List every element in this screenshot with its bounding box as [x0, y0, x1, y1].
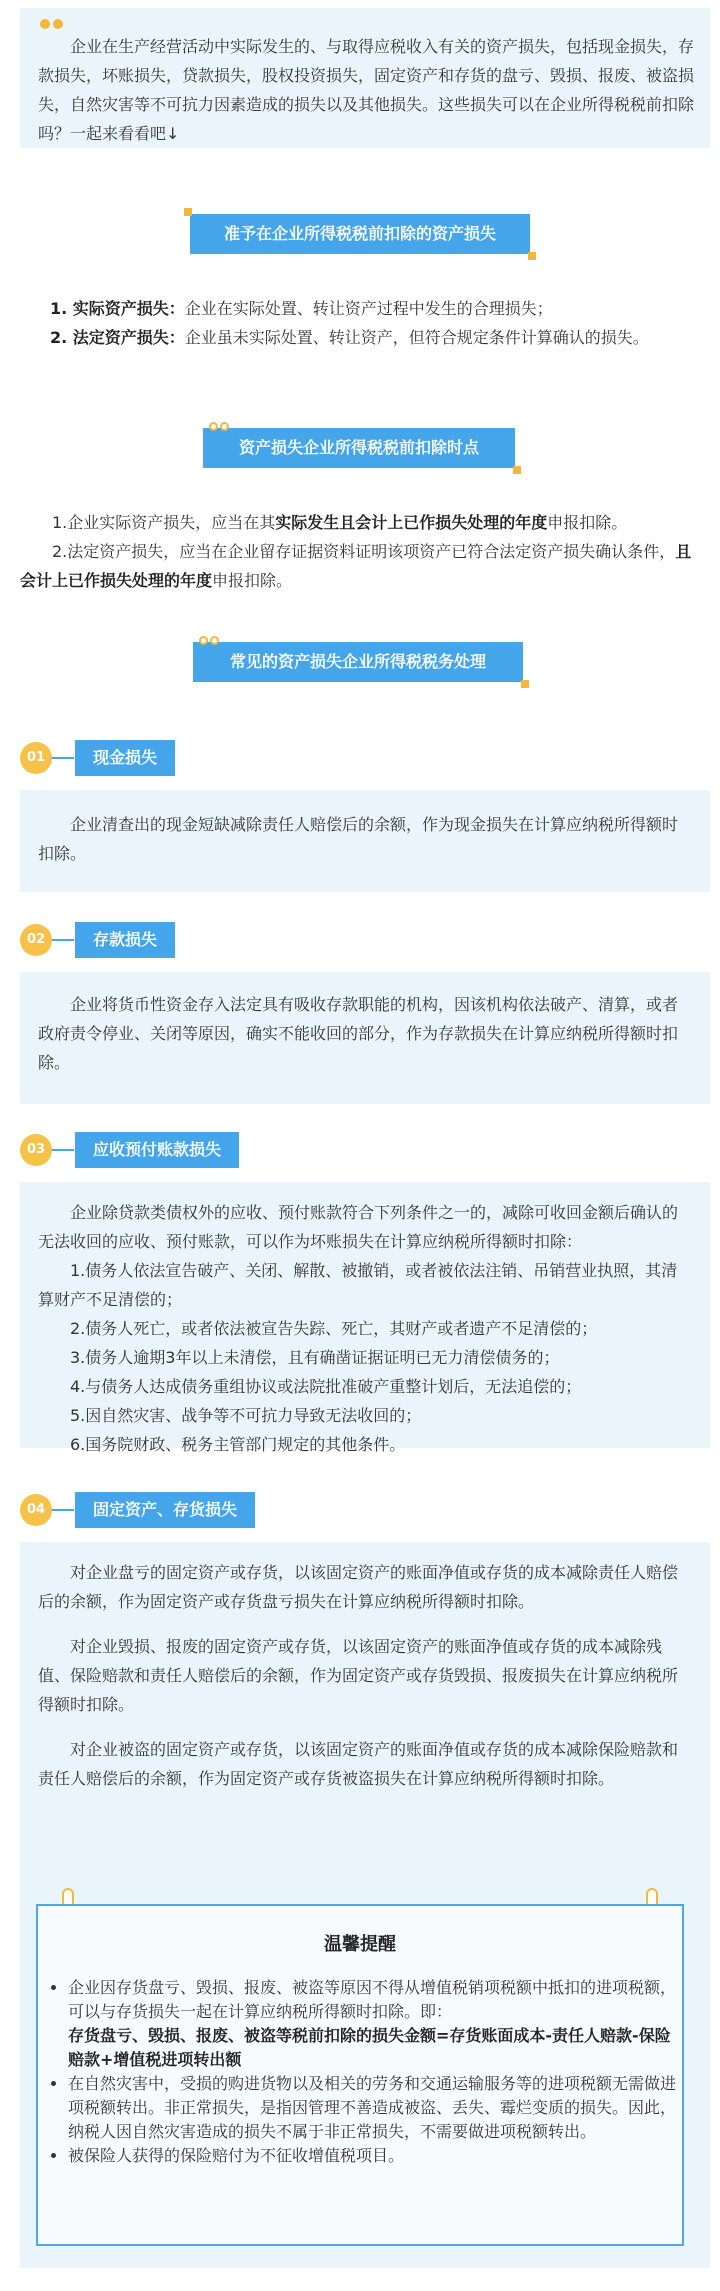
receivable-condition: 2.债务人死亡，或者依法被宣告失踪、死亡，其财产或者遗产不足清偿的； [70, 1319, 598, 1338]
item-legal-loss: 2. 法定资产损失：企业虽未实际处置、转让资产，但符合规定条件计算确认的损失。 [50, 328, 649, 347]
cash-loss-text: 企业清查出的现金短缺减除责任人赔偿后的余额，作为现金损失在计算应纳税所得额时扣除。 [38, 815, 679, 863]
decor-dots-icon [209, 416, 231, 435]
stolen-asset-text: 对企业被盗的固定资产或存货，以该固定资产的账面净值或存货的成本减除保险赔款和责任人赔偿后的余额，作为固定资产或存货被盗损失在计算应纳税所得额时扣除。 [38, 1740, 679, 1788]
section-banner-2 [203, 428, 515, 468]
item-actual-loss: 1. 实际资产损失：企业在实际处置、转让资产过程中发生的合理损失； [50, 299, 553, 318]
banner-title: 常见的资产损失企业所得税税务处理 [193, 642, 523, 682]
subsection-title: 现金损失 [75, 740, 175, 776]
inventory-shortage-text: 对企业盘亏的固定资产或存货，以该固定资产的账面净值或存货的成本减除责任人赔偿后的余额，作为固定资产或存货盘亏损失在计算应纳税所得额时扣除。 [38, 1563, 679, 1611]
connector-line [52, 1149, 74, 1151]
corner-decor-icon [184, 208, 192, 216]
receivable-condition: 1.债务人依法宣告破产、关闭、解散、被撤销，或者被依法注销、吊销营业执照，其清算财产不足清偿的； [38, 1261, 678, 1309]
scrapped-asset-text: 对企业毁损、报废的固定资产或存货，以该固定资产的账面净值或存货的成本减除残值、保险赔款和责任人赔偿后的余额，作为固定资产或存货毁损、报废损失在计算应纳税所得额时扣除。 [38, 1637, 679, 1714]
connector-line [52, 757, 74, 759]
cash-loss-card [20, 790, 710, 892]
section-1-body [20, 294, 700, 352]
number-badge: 02 [20, 924, 52, 956]
intro-text: 企业在生产经营活动中实际发生的、与取得应税收入有关的资产损失，包括现金损失，存款损失，坏账损失，贷款损失，股权投资损失，固定资产和存货的盘亏、毁损、报废、被盗损失，自然灾害等不可抗力因素造成的损失以及其他损失。这些损失可以在企业所得税税前扣除吗？一起来看看吧↓ [38, 37, 695, 143]
subsection-title: 应收预付账款损失 [75, 1132, 239, 1168]
corner-decor-icon [528, 252, 536, 260]
reminder-box [36, 1904, 684, 2246]
deposit-loss-text: 企业将货币性资金存入法定具有吸收存款职能的机构，因该机构依法破产、清算，或者政府责令停业、关闭等原因，确实不能收回的部分，作为存款损失在计算应纳税所得额时扣除。 [38, 995, 679, 1072]
receivable-condition: 4.与债务人达成债务重组协议或法院批准破产重整计划后，无法追偿的； [70, 1377, 582, 1396]
connector-line [52, 1509, 74, 1511]
reminder-item: • 在自然灾害中，受损的购进货物以及相关的劳务和交通运输服务等的进项税额无需做进项税额转出。非正常损失，是指因管理不善造成被盗、丢失、霉烂变质的损失。因此，纳税人因自然灾害造成的损失不属于非正常损失，不需要做进项税额转出。 [68, 2072, 682, 2144]
section-banner-3 [193, 642, 523, 682]
receivable-loss-card [20, 1182, 710, 1454]
number-badge: 03 [20, 1134, 52, 1166]
deposit-loss-card [20, 972, 710, 1104]
decor-dots-icon [199, 630, 221, 649]
number-badge: 04 [20, 1494, 52, 1526]
receivable-condition: 3.债务人逾期3年以上未清偿，且有确凿证据证明已无力清偿债务的； [70, 1348, 560, 1367]
number-badge: 01 [20, 742, 52, 774]
intro-box [20, 8, 710, 148]
receivable-condition: 6.国务院财政、税务主管部门规定的其他条件。 [70, 1435, 406, 1454]
subsection-title: 存款损失 [75, 922, 175, 958]
section-banner-1 [190, 214, 530, 254]
banner-title: 资产损失企业所得税税前扣除时点 [203, 428, 515, 468]
reminder-title: 温馨提醒 [324, 1934, 396, 1955]
banner-title: 准予在企业所得税税前扣除的资产损失 [190, 214, 530, 254]
reminder-item: • 企业因存货盘亏、毁损、报废、被盗等原因不得从增值税销项税额中抵扣的进项税额，可以与存货损失一起在计算应纳税所得额时扣除。即： 存货盘亏、毁损、报废、被盗等税前扣除的损失金额=存货账面成本-责任人赔款-保险赔款+增值税进项转出额 [68, 1976, 682, 2072]
corner-decor-icon [521, 680, 529, 688]
receivable-condition: 5.因自然灾害、战争等不可抗力导致无法收回的； [70, 1406, 422, 1425]
reminder-item: • 被保险人获得的保险赔付为不征收增值税项目。 [68, 2144, 682, 2168]
subsection-title: 固定资产、存货损失 [75, 1492, 255, 1528]
connector-line [52, 939, 74, 941]
corner-decor-icon [513, 466, 521, 474]
receivable-intro: 企业除贷款类债权外的应收、预付账款符合下列条件之一的，减除可收回金额后确认的无法收回的应收、预付账款，可以作为坏账损失在计算应纳税所得额时扣除： [38, 1203, 679, 1251]
reminder-list [38, 1976, 682, 2168]
timing-actual: 1.企业实际资产损失，应当在其实际发生且会计上已作损失处理的年度申报扣除。 [52, 513, 628, 532]
section-2-body [20, 508, 700, 595]
decor-dots-icon [40, 14, 66, 33]
timing-legal: 2.法定资产损失，应当在企业留存证据资料证明该项资产已符合法定资产损失确认条件，且会计上已作损失处理的年度申报扣除。 [20, 542, 692, 590]
